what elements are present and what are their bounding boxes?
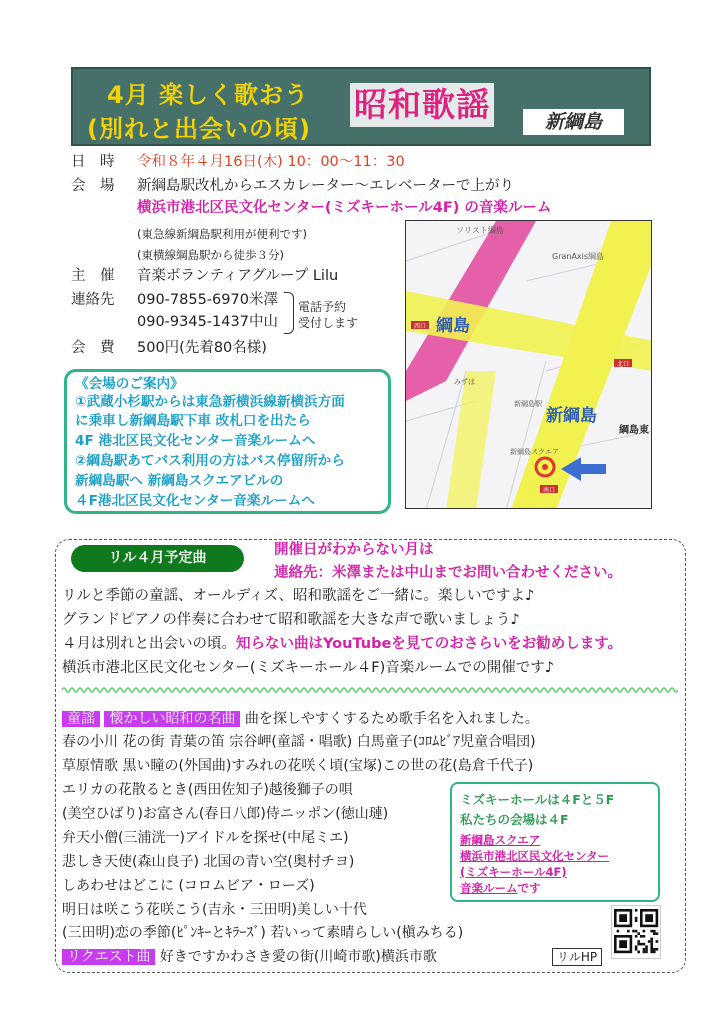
tag-showa: 懐かしい昭和の名曲: [104, 711, 240, 727]
venue-note-2: (東横線綱島駅から徒歩３分): [137, 248, 284, 262]
song-line: エリカの花散るとき(西田佐知子)越後獅子の唄: [62, 782, 353, 798]
venue-box-line-4a: 音楽ルーム: [460, 881, 518, 895]
venue-guide-box: [64, 369, 391, 514]
intro-line-3a: ４月は別れと出会いの頃。: [62, 636, 236, 652]
song-line: 弁天小僧(三浦洸一)アイドルを探せ(中尾ミエ): [62, 830, 349, 846]
notice-line-2: 連絡先：米澤または中山までお問い合わせください。: [274, 565, 622, 581]
song-line: しあわせはどこに (コロムビア・ローズ): [62, 878, 315, 894]
map-label-granaxis: GranAxis綱島: [552, 252, 605, 261]
map-label-tsunashima-higashi: 綱島東: [619, 425, 649, 436]
fee-label: 会 費: [71, 340, 115, 356]
map-label-square: 新綱島スクエア: [510, 448, 559, 456]
guide-line: 新綱島駅へ 新綱島スクエアビルの: [75, 473, 284, 489]
banner-line-1: 4月 楽しく歌おう: [107, 81, 310, 109]
venue-box-line-3: (ミズキーホール4F): [460, 865, 567, 879]
guide-title: 《会場のご案内》: [75, 376, 184, 392]
map-label-north-exit: 北口: [617, 361, 630, 368]
map-label-shin-station: 新綱島駅: [514, 400, 542, 408]
request-row: [62, 947, 437, 967]
intro-line-4: 横浜市港北区民文化センター(ミズキーホール４F)音楽ルームでの開催です♪: [62, 660, 555, 676]
intro-line-2: グランドピアノの伴奏に合わせて昭和歌謡を大きな声で歌いましょう♪: [62, 612, 520, 628]
venue-box-heading-2: 私たちの会場は４F: [460, 812, 569, 827]
guide-line: ４F港北区民文化センター音楽ルームへ: [75, 493, 315, 509]
map-label-mizuho: みずほ: [454, 378, 475, 386]
lilu-hp-label: リルHP: [552, 948, 602, 966]
map-label-shin-tsunashima: 新綱島: [546, 406, 597, 426]
contact-phone-2: 090-9345-1437中山: [137, 314, 278, 330]
guide-line: 4F 港北区民文化センター音楽ルームへ: [75, 433, 316, 449]
venue-box-heading-1: ミズキーホールは４Fと５F: [460, 792, 615, 807]
contact-note-1: 電話予約: [298, 300, 347, 314]
venue-note-1: (東急線新綱島駅利用が便利です): [137, 227, 307, 241]
contact-label: 連絡先: [71, 292, 115, 308]
tag-request: リクエスト曲: [62, 949, 155, 965]
notice-line-1: 開催日がわからない月は: [274, 542, 434, 558]
guide-line: ②綱島駅あてバス利用の方はバス停留所から: [75, 453, 345, 469]
request-text: 好きですかわさき愛の街(川崎市歌)横浜市歌: [159, 949, 437, 965]
map-label-south-exit: 南口: [543, 487, 556, 494]
fee-value: 500円(先着80名様): [137, 340, 267, 356]
song-line: (美空ひばり)お富さん(春日八郎)侍ニッポン(徳山璉): [62, 806, 389, 822]
guide-line: に乗車し新綱島駅下車 改札口を出たら: [75, 413, 311, 429]
intro-line-3b: 知らない曲はYouTubeを見てのおさらいをお勧めします。: [236, 636, 623, 652]
venue-box-line-1: 新綱島スクエア: [460, 833, 541, 847]
contact-note-2: 受付します: [298, 316, 359, 330]
banner-line-2: (別れと出会いの頃): [87, 115, 311, 143]
map-graphic: [406, 221, 652, 509]
qr-code-icon[interactable]: [611, 905, 661, 959]
map-label-solist: ソリスト綱島: [456, 226, 504, 235]
tag-douyou: 童謡: [62, 711, 100, 727]
song-line: 明日は咲こう花咲こう(吉永・三田明)美しい十代: [62, 902, 367, 918]
header-banner: [71, 67, 651, 146]
contact-bracket: [284, 292, 294, 334]
host-label: 主 催: [71, 268, 115, 284]
access-map: [405, 220, 652, 509]
venue-info-box: [450, 782, 660, 902]
qr-code-graphic: [612, 906, 660, 958]
map-label-tsunashima: 綱島: [436, 316, 470, 336]
song-tags-row: [62, 709, 539, 729]
host-value: 音楽ボランティアグループ Lilu: [137, 268, 339, 284]
intro-line-3: [62, 634, 622, 654]
song-line: 春の小川 花の街 青葉の笛 宗谷岬(童謡・唱歌) 白馬童子(ｺﾛﾑﾋﾞｱ児童合唱団): [62, 734, 536, 750]
venue-label: 会 場: [71, 178, 115, 194]
date-value: 令和８年４月16日(木) 10：00〜11：30: [137, 154, 405, 170]
venue-box-line-2: 横浜市港北区民文化センター: [460, 849, 610, 863]
date-label: 日 時: [71, 154, 115, 170]
banner-title: 昭和歌謡: [350, 83, 494, 127]
venue-value-2: 横浜市港北区民文化センター(ミズキーホール4F) の音楽ルーム: [137, 200, 552, 216]
song-line: 悲しき天使(森山良子) 北国の青い空(奥村チヨ): [62, 854, 355, 870]
banner-place: 新綱島: [523, 109, 624, 135]
wavy-divider: [62, 686, 678, 694]
venue-box-line-4: [460, 880, 541, 896]
guide-line: ①武蔵小杉駅からは東急新横浜線新横浜方面: [75, 394, 345, 410]
intro-line-1: リルと季節の童謡、オールディズ、昭和歌謡をご一緒に。楽しいですよ♪: [62, 588, 535, 604]
map-label-west-exit: 西口: [414, 323, 427, 330]
song-line: (三田明)恋の季節(ﾋﾟﾝｷｰとｷﾗｰｽﾞ) 若いって素晴らしい(槇みちる): [62, 925, 464, 941]
tag-note: 曲を探しやすくするため歌手名を入れました。: [244, 711, 539, 727]
song-line: 草原情歌 黒い瞳の(外国曲)すみれの花咲く頃(宝塚)この世の花(島倉千代子): [62, 758, 534, 774]
program-pill: リル４月予定曲: [71, 545, 244, 572]
venue-box-line-4b: です: [517, 881, 541, 895]
contact-phone-1: 090-7855-6970米澤: [137, 292, 278, 308]
road-side: [446, 371, 496, 509]
venue-value-1: 新綱島駅改札からエスカレーター〜エレベーターで上がり: [137, 178, 514, 194]
